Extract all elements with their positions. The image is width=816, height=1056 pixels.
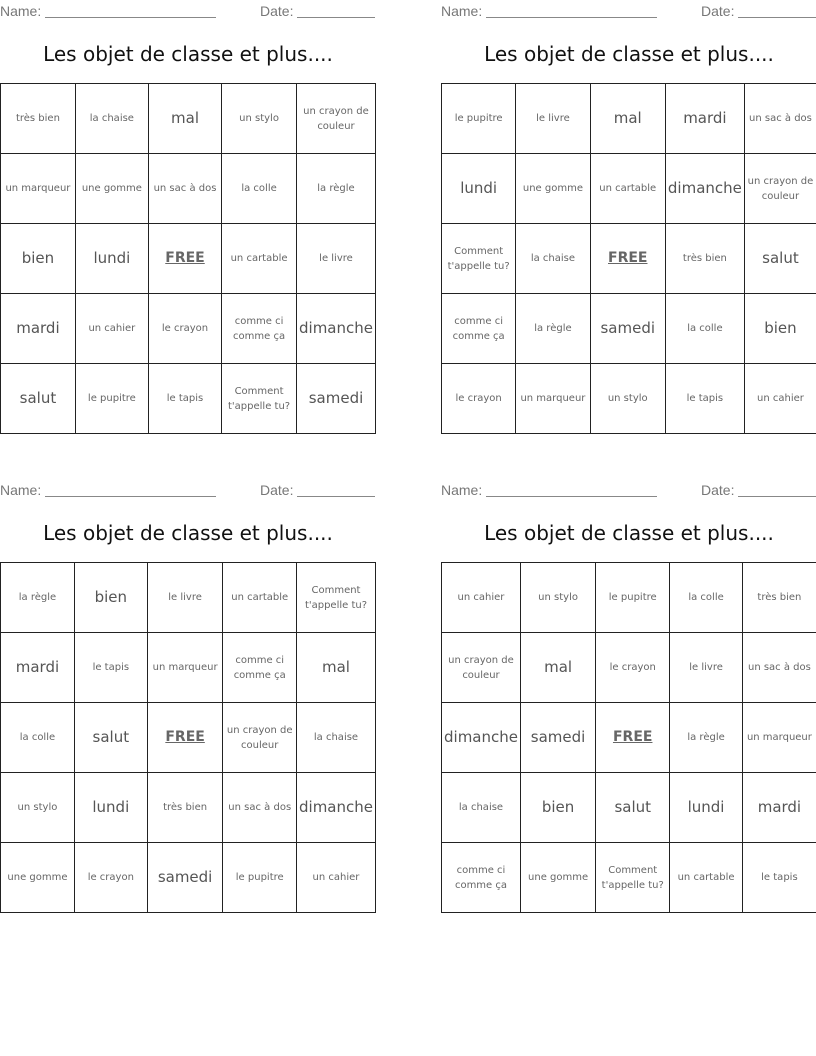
- bingo-cell: très bien: [665, 224, 744, 294]
- bingo-cell: le pupitre: [75, 364, 148, 434]
- date-label: Date:: [260, 482, 294, 498]
- grid-row: [1, 84, 376, 154]
- grid-row: [442, 84, 816, 154]
- date-label: Date:: [260, 3, 294, 19]
- bingo-cell: dimanche: [665, 154, 744, 224]
- name-label: Name:: [0, 3, 42, 19]
- name-blank-line: [45, 17, 216, 18]
- grid-row: [442, 773, 816, 843]
- grid-row: [1, 294, 376, 364]
- bingo-cell: une gomme: [520, 843, 595, 913]
- bingo-cell: très bien: [147, 773, 223, 843]
- name-blank-line: [486, 496, 657, 497]
- card-title: Les objet de classe et plus....: [43, 42, 333, 66]
- bingo-cell: la règle: [670, 703, 743, 773]
- bingo-cell: un sac à dos: [223, 773, 297, 843]
- bingo-cell: un cahier: [442, 563, 521, 633]
- bingo-cell: le tapis: [148, 364, 221, 434]
- card-header: [441, 0, 816, 22]
- grid-row: [442, 843, 816, 913]
- grid-row: [1, 843, 376, 913]
- bingo-cell: un cahier: [75, 294, 148, 364]
- bingo-cell: le pupitre: [223, 843, 297, 913]
- bingo-cell: un crayon de couleur: [442, 633, 521, 703]
- bingo-cell: bien: [74, 563, 147, 633]
- bingo-cell: le tapis: [665, 364, 744, 434]
- bingo-cell: la chaise: [442, 773, 521, 843]
- bingo-cell: la chaise: [296, 703, 375, 773]
- grid-row: [442, 364, 816, 434]
- bingo-cell: un cahier: [744, 364, 816, 434]
- bingo-cell: lundi: [75, 224, 148, 294]
- grid-row: [1, 633, 376, 703]
- grid-row: [1, 703, 376, 773]
- card-header: [0, 0, 376, 22]
- bingo-card-2: [441, 0, 816, 440]
- bingo-cell: mardi: [1, 633, 75, 703]
- bingo-cell: un stylo: [1, 773, 75, 843]
- bingo-cell: Comment t'appelle tu?: [296, 563, 375, 633]
- bingo-cell: dimanche: [296, 294, 375, 364]
- bingo-cell: le pupitre: [442, 84, 516, 154]
- bingo-cell: une gomme: [1, 843, 75, 913]
- bingo-cell: salut: [1, 364, 76, 434]
- bingo-cell: comme ci comme ça: [442, 294, 516, 364]
- bingo-grid: [0, 83, 376, 434]
- bingo-cell: mardi: [665, 84, 744, 154]
- bingo-cell: la chaise: [75, 84, 148, 154]
- card-title: Les objet de classe et plus....: [43, 521, 333, 545]
- bingo-cell: mal: [590, 84, 665, 154]
- bingo-cell: lundi: [74, 773, 147, 843]
- bingo-card-3: [0, 479, 376, 919]
- bingo-cell: un cartable: [590, 154, 665, 224]
- bingo-cell: un stylo: [222, 84, 297, 154]
- name-label: Name:: [441, 3, 483, 19]
- bingo-cell: samedi: [147, 843, 223, 913]
- grid-row: [442, 224, 816, 294]
- bingo-cell: le livre: [670, 633, 743, 703]
- bingo-cell: un marqueur: [147, 633, 223, 703]
- bingo-cell: comme ci comme ça: [223, 633, 297, 703]
- bingo-cell: un cartable: [223, 563, 297, 633]
- bingo-cell: un stylo: [520, 563, 595, 633]
- bingo-cell: un cartable: [222, 224, 297, 294]
- bingo-cell: samedi: [590, 294, 665, 364]
- bingo-cell: dimanche: [442, 703, 521, 773]
- free-space-cell: FREE: [148, 224, 221, 294]
- name-label: Name:: [0, 482, 42, 498]
- bingo-cell: la colle: [665, 294, 744, 364]
- bingo-cell: un sac à dos: [148, 154, 221, 224]
- bingo-card-1: [0, 0, 376, 440]
- bingo-cell: salut: [596, 773, 670, 843]
- grid-row: [442, 154, 816, 224]
- bingo-cell: la colle: [222, 154, 297, 224]
- bingo-cell: bien: [1, 224, 76, 294]
- bingo-cell: mal: [520, 633, 595, 703]
- bingo-cell: un cahier: [296, 843, 375, 913]
- bingo-cell: bien: [744, 294, 816, 364]
- bingo-cell: le livre: [296, 224, 375, 294]
- card-title: Les objet de classe et plus....: [484, 42, 774, 66]
- bingo-cell: le tapis: [742, 843, 816, 913]
- bingo-cell: un sac à dos: [742, 633, 816, 703]
- bingo-cell: le crayon: [596, 633, 670, 703]
- bingo-cell: un crayon de couleur: [223, 703, 297, 773]
- bingo-cell: mal: [296, 633, 375, 703]
- bingo-cell: un stylo: [590, 364, 665, 434]
- bingo-cell: mardi: [742, 773, 816, 843]
- free-space-cell: FREE: [147, 703, 223, 773]
- name-label: Name:: [441, 482, 483, 498]
- grid-row: [442, 563, 816, 633]
- grid-row: [1, 773, 376, 843]
- free-space-cell: FREE: [590, 224, 665, 294]
- bingo-cell: dimanche: [296, 773, 375, 843]
- name-blank-line: [45, 496, 216, 497]
- bingo-cell: salut: [744, 224, 816, 294]
- bingo-cell: Comment t'appelle tu?: [442, 224, 516, 294]
- bingo-cell: la règle: [1, 563, 75, 633]
- date-blank-line: [297, 17, 375, 18]
- bingo-cell: mardi: [1, 294, 76, 364]
- bingo-cell: un sac à dos: [744, 84, 816, 154]
- bingo-cell: lundi: [670, 773, 743, 843]
- bingo-cell: comme ci comme ça: [442, 843, 521, 913]
- bingo-cell: la règle: [296, 154, 375, 224]
- bingo-grid: [441, 83, 816, 434]
- name-blank-line: [486, 17, 657, 18]
- date-blank-line: [738, 496, 816, 497]
- bingo-cell: mal: [148, 84, 221, 154]
- bingo-cell: très bien: [742, 563, 816, 633]
- bingo-cell: Comment t'appelle tu?: [596, 843, 670, 913]
- bingo-cell: la colle: [1, 703, 75, 773]
- bingo-cell: la colle: [670, 563, 743, 633]
- card-header: [0, 479, 376, 501]
- date-blank-line: [297, 496, 375, 497]
- grid-row: [1, 224, 376, 294]
- bingo-cell: un marqueur: [1, 154, 76, 224]
- bingo-cell: le crayon: [148, 294, 221, 364]
- bingo-cell: une gomme: [516, 154, 590, 224]
- bingo-cell: le livre: [516, 84, 590, 154]
- bingo-cell: un cartable: [670, 843, 743, 913]
- grid-row: [1, 154, 376, 224]
- bingo-cell: comme ci comme ça: [222, 294, 297, 364]
- bingo-cell: Comment t'appelle tu?: [222, 364, 297, 434]
- date-label: Date:: [701, 3, 735, 19]
- grid-row: [442, 703, 816, 773]
- bingo-cell: le tapis: [74, 633, 147, 703]
- bingo-cell: samedi: [520, 703, 595, 773]
- bingo-cell: très bien: [1, 84, 76, 154]
- grid-row: [442, 633, 816, 703]
- bingo-cell: le crayon: [442, 364, 516, 434]
- bingo-cell: le pupitre: [596, 563, 670, 633]
- bingo-cell: le crayon: [74, 843, 147, 913]
- bingo-cell: une gomme: [75, 154, 148, 224]
- free-space-cell: FREE: [596, 703, 670, 773]
- bingo-cell: un marqueur: [516, 364, 590, 434]
- bingo-cell: lundi: [442, 154, 516, 224]
- bingo-cell: un marqueur: [742, 703, 816, 773]
- grid-row: [1, 563, 376, 633]
- date-label: Date:: [701, 482, 735, 498]
- bingo-cell: un crayon de couleur: [296, 84, 375, 154]
- bingo-grid: [0, 562, 376, 913]
- card-header: [441, 479, 816, 501]
- grid-row: [442, 294, 816, 364]
- bingo-cell: la règle: [516, 294, 590, 364]
- bingo-cell: bien: [520, 773, 595, 843]
- bingo-cell: samedi: [296, 364, 375, 434]
- bingo-cell: le livre: [147, 563, 223, 633]
- bingo-grid: [441, 562, 816, 913]
- grid-row: [1, 364, 376, 434]
- card-title: Les objet de classe et plus....: [484, 521, 774, 545]
- bingo-card-4: [441, 479, 816, 919]
- bingo-cell: salut: [74, 703, 147, 773]
- date-blank-line: [738, 17, 816, 18]
- bingo-cell: un crayon de couleur: [744, 154, 816, 224]
- bingo-cell: la chaise: [516, 224, 590, 294]
